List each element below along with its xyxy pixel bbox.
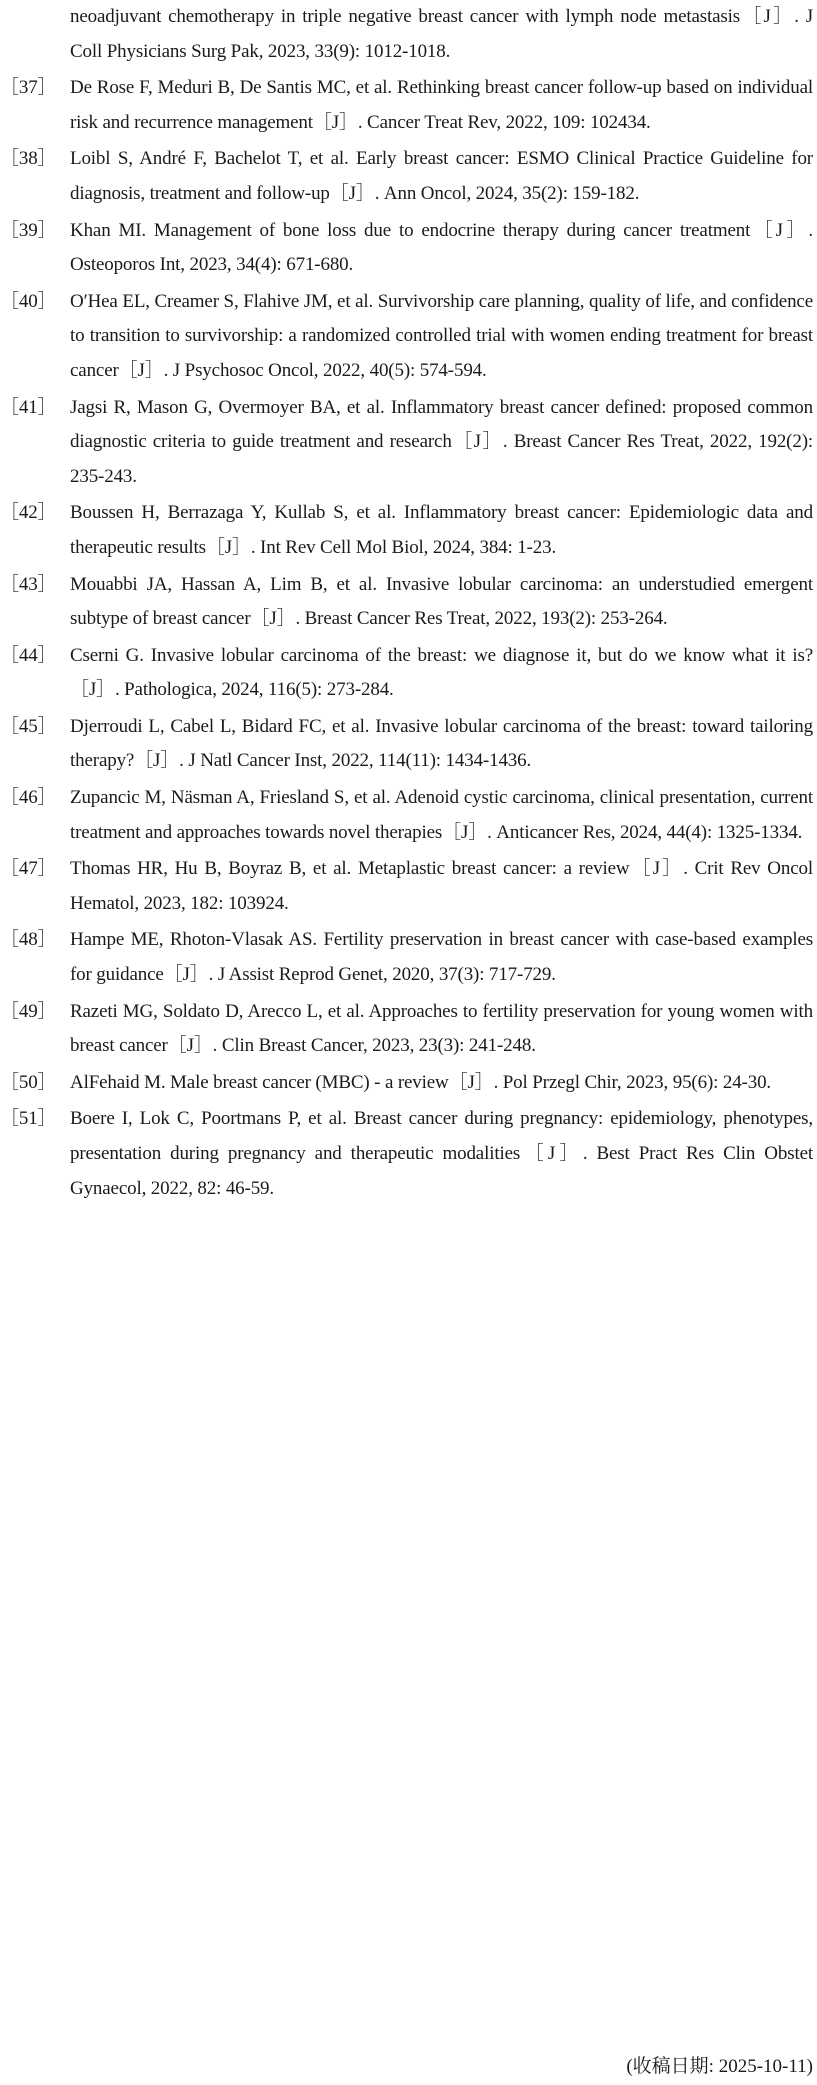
reference-number: ［45］ [0, 715, 57, 737]
reference-text: Khan MI. Management of bone loss due to endocrine therapy during cancer treatment［J］. Osteoporos Int, 2023, 34(4): 671-680. [70, 219, 813, 276]
reference-text: Djerroudi L, Cabel L, Bidard FC, et al. Invasive lobular carcinoma of the breast: toward tailoring therapy?［J］. J Natl Cancer Inst, 2022, 114(11): 1434-1436. [70, 715, 813, 772]
reference-number: ［37］ [0, 77, 57, 99]
reference-text: De Rose F, Meduri B, De Santis MC, et al. Rethinking breast cancer follow-up based on individual risk and recurrence management［J］. Cancer Treat Rev, 2022, 109: 102434. [70, 77, 813, 133]
reference-number: ［47］ [0, 858, 57, 880]
reference-number: ［49］ [0, 1000, 57, 1022]
reference-item-51 [0, 1102, 817, 1206]
reference-number: ［48］ [0, 929, 57, 951]
reference-text: Mouabbi JA, Hassan A, Lim B, et al. Invasive lobular carcinoma: an understudied emergent subtype of breast cancer［J］. Breast Cancer Res Treat, 2022, 193(2): 253-264. [70, 573, 813, 630]
reference-item-36-continued [0, 0, 817, 69]
reference-text: Hampe ME, Rhoton-Vlasak AS. Fertility preservation in breast cancer with case-based examples for guidance［J］. J Assist Reprod Genet, 2020, 37(3): 717-729. [70, 929, 813, 986]
reference-item-48 [0, 923, 817, 992]
reference-number: ［50］ [0, 1071, 57, 1093]
reference-text: Thomas HR, Hu B, Boyraz B, et al. Metaplastic breast cancer: a review［J］. Crit Rev Oncol Hematol, 2023, 182: 103924. [70, 858, 813, 914]
reference-number: ［40］ [0, 290, 57, 312]
reference-text: Razeti MG, Soldato D, Arecco L, et al. Approaches to fertility preservation for young women with breast cancer［J］. Clin Breast Cancer, 2023, 23(3): 241-248. [70, 1000, 813, 1057]
reference-item-46 [0, 781, 817, 850]
reference-item-50 [0, 1066, 817, 1101]
reference-number: ［39］ [0, 219, 57, 241]
reference-item-38 [0, 142, 817, 211]
received-date: (收稿日期: 2025-10-11) [626, 2056, 813, 2077]
reference-number: ［51］ [0, 1108, 57, 1130]
reference-number: ［43］ [0, 573, 57, 595]
reference-text: Boere I, Lok C, Poortmans P, et al. Breast cancer during pregnancy: epidemiology, phenotypes, presentation during pregnancy and therapeutic modalities［J］. Best Pract Res Clin Obstet Gynaecol, 2022, 82: 46-59. [70, 1108, 813, 1199]
reference-text: O′Hea EL, Creamer S, Flahive JM, et al. Survivorship care planning, quality of life, and confidence to transition to survivorship: a randomized controlled trial with women ending treatment for breast cancer［J］. J Psychosoc Oncol, 2022, 40(5): 574-594. [70, 290, 813, 381]
reference-item-49 [0, 995, 817, 1064]
reference-item-37 [0, 71, 817, 140]
reference-item-43 [0, 568, 817, 637]
reference-text: Boussen H, Berrazaga Y, Kullab S, et al. Inflammatory breast cancer: Epidemiologic data and therapeutic results［J］. Int Rev Cell Mol Biol, 2024, 384: 1-23. [70, 502, 813, 558]
reference-item-47 [0, 852, 817, 921]
reference-text: Zupancic M, Näsman A, Friesland S, et al. Adenoid cystic carcinoma, clinical presentation, current treatment and approaches towards novel therapies［J］. Anticancer Res, 2024, 44(4): 1325-1334. [70, 787, 813, 843]
reference-item-41 [0, 391, 817, 495]
reference-number: ［38］ [0, 148, 57, 170]
reference-item-39 [0, 214, 817, 283]
reference-number: ［41］ [0, 396, 57, 418]
reference-number: ［44］ [0, 644, 57, 666]
reference-item-45 [0, 710, 817, 779]
reference-text: AlFehaid M. Male breast cancer (MBC) - a review［J］. Pol Przegl Chir, 2023, 95(6): 24-30. [70, 1071, 772, 1093]
reference-text: Cserni G. Invasive lobular carcinoma of the breast: we diagnose it, but do we know what it is?［J］. Pathologica, 2024, 116(5): 273-284. [70, 644, 813, 701]
reference-item-44 [0, 639, 817, 708]
reference-text: Loibl S, André F, Bachelot T, et al. Early breast cancer: ESMO Clinical Practice Guideline for diagnosis, treatment and follow-up［J］. Ann Oncol, 2024, 35(2): 159-182. [70, 148, 813, 204]
reference-text: neoadjuvant chemotherapy in triple negative breast cancer with lymph node metastasis［J］. J Coll Physicians Surg Pak, 2023, 33(9): 1012-1018. [70, 6, 813, 62]
reference-text: Jagsi R, Mason G, Overmoyer BA, et al. Inflammatory breast cancer defined: proposed common diagnostic criteria to guide treatment and research［J］. Breast Cancer Res Treat, 2022, 192(2): 235-243. [70, 396, 813, 487]
reference-number: ［46］ [0, 787, 57, 809]
reference-item-40 [0, 285, 817, 389]
reference-item-42 [0, 496, 817, 565]
reference-number: ［42］ [0, 502, 57, 524]
